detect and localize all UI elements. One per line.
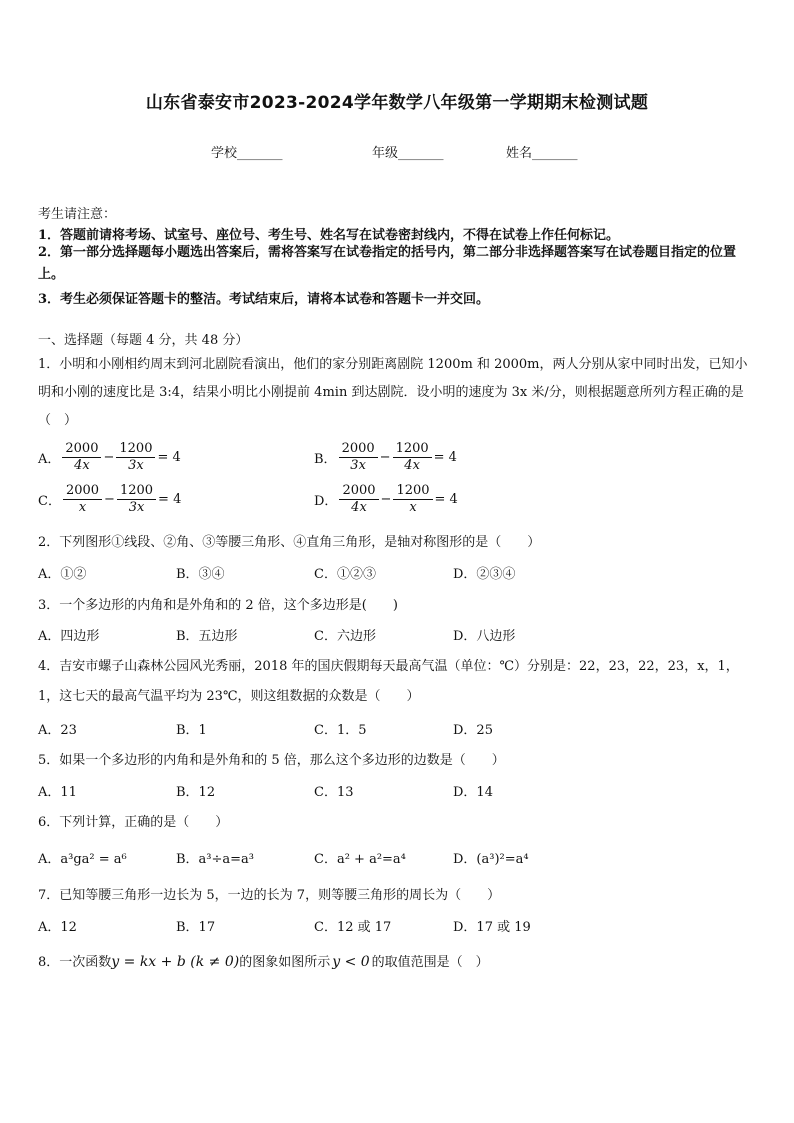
question-2-option-a: A．①② bbox=[38, 567, 87, 582]
question-2-option-b: B．③④ bbox=[176, 567, 225, 582]
question-4-option-a: A．23 bbox=[38, 723, 77, 738]
question-8-text-a: 8．一次函数 bbox=[38, 955, 112, 970]
minus-sign: − bbox=[103, 450, 115, 465]
question-3-option-b: B．五边形 bbox=[176, 629, 238, 644]
function-formula: y = kx + b (k ≠ 0) bbox=[111, 954, 240, 970]
option-label: D． bbox=[314, 494, 338, 509]
notice-item-1: 1．答题前请将考场、试室号、座位号、考生号、姓名写在试卷密封线内，不得在试卷上作任何标记。 bbox=[38, 228, 620, 243]
numerator: 1200 bbox=[393, 483, 432, 500]
numerator: 2000 bbox=[63, 483, 102, 500]
question-5-stem: 5．如果一个多边形的内角和是外角和的 5 倍，那么这个多边形的边数是（ ） bbox=[38, 753, 505, 768]
grade-field: 年级_______ bbox=[372, 146, 444, 161]
question-1-option-c bbox=[38, 483, 181, 516]
notice-item-2: 2．第一部分选择题每小题选出答案后，需将答案写在试卷指定的括号内，第二部分非选择题答案写在试卷题目指定的位置上。 bbox=[38, 245, 737, 282]
exam-title: 山东省泰安市2023-2024学年数学八年级第一学期期末检测试题 bbox=[145, 93, 649, 113]
question-6-option-b: B．a³÷a=a³ bbox=[176, 852, 255, 867]
question-1-option-b bbox=[314, 441, 457, 474]
question-3-stem: 3．一个多边形的内角和是外角和的 2 倍，这个多边形是( ) bbox=[38, 598, 398, 613]
question-5-option-b: B．12 bbox=[176, 785, 216, 800]
equation-rhs: = 4 bbox=[434, 492, 458, 507]
numerator: 2000 bbox=[62, 441, 101, 458]
minus-sign: − bbox=[104, 492, 115, 507]
denominator: x bbox=[409, 500, 417, 515]
question-2-option-d: D．②③④ bbox=[453, 567, 516, 582]
question-8-stem bbox=[38, 951, 756, 970]
question-7-stem: 7．已知等腰三角形一边长为 5，一边的长为 7，则等腰三角形的周长为（ ） bbox=[38, 888, 501, 903]
option-label: C． bbox=[38, 494, 61, 509]
section-heading: 一、选择题（每题 4 分，共 48 分） bbox=[38, 333, 249, 348]
question-6-stem: 6．下列计算，正确的是（ ） bbox=[38, 815, 229, 830]
numerator: 1200 bbox=[117, 483, 156, 500]
minus-sign: − bbox=[380, 492, 392, 507]
denominator: 3x bbox=[128, 458, 144, 473]
condition: y < 0 bbox=[332, 954, 370, 970]
question-4-option-c: C．1．5 bbox=[314, 723, 367, 738]
question-2-option-c: C．①②③ bbox=[314, 567, 376, 582]
option-label: B． bbox=[314, 452, 337, 467]
question-7-option-c: C．12 或 17 bbox=[314, 920, 392, 935]
question-1-option-a bbox=[38, 441, 181, 474]
notice-heading: 考生请注意： bbox=[38, 207, 117, 222]
option-label: A． bbox=[38, 452, 61, 467]
question-2-stem: 2．下列图形①线段、②角、③等腰三角形、④直角三角形，是轴对称图形的是（ ） bbox=[38, 535, 541, 550]
question-5-option-a: A．11 bbox=[38, 785, 77, 800]
question-3-option-d: D．八边形 bbox=[453, 629, 516, 644]
denominator: 4x bbox=[74, 458, 90, 473]
equation-rhs: = 4 bbox=[157, 450, 181, 465]
equation-rhs: = 4 bbox=[433, 450, 457, 465]
question-5-option-d: D．14 bbox=[453, 785, 493, 800]
question-6-option-d: D．(a³)²=a⁴ bbox=[453, 852, 529, 867]
question-4-option-d: D．25 bbox=[453, 723, 493, 738]
equation-rhs: = 4 bbox=[158, 492, 182, 507]
name-field: 姓名_______ bbox=[506, 146, 578, 161]
question-4-stem: 4．吉安市螺子山森林公园风光秀丽，2018 年的国庆假期每天最高气温（单位：℃）分别是：22，23，22，23，x，1，1，这七天的最高气温平均为 23℃，则这组数据的众数是（ ） bbox=[38, 659, 739, 704]
question-8-text-b: 的图象如图所示 bbox=[239, 955, 331, 970]
denominator: x bbox=[78, 500, 87, 515]
question-5-option-c: C．13 bbox=[314, 785, 354, 800]
question-7-option-a: A．12 bbox=[38, 920, 77, 935]
denominator: 3x bbox=[128, 500, 145, 515]
denominator: 4x bbox=[404, 458, 420, 473]
question-1-option-d bbox=[314, 483, 458, 516]
question-3-option-a: A．四边形 bbox=[38, 629, 100, 644]
question-4-option-b: B．1 bbox=[176, 723, 207, 738]
numerator: 2000 bbox=[339, 441, 378, 458]
question-6-option-c: C．a² + a²=a⁴ bbox=[314, 852, 406, 867]
question-8-text-c: 的取值范围是（ ） bbox=[371, 955, 489, 970]
question-7-option-d: D．17 或 19 bbox=[453, 920, 531, 935]
question-1-stem: 1．小明和小刚相约周末到河北剧院看演出，他们的家分别距离剧院 1200m 和 2000m，两人分别从家中同时出发，已知小明和小刚的速度比是 3:4，结果小明比小刚提前 4min 到达剧院．设小明的速度为 3x 米/分，则根据题意所列方程正确的是（ ） bbox=[38, 357, 748, 428]
notice-item-3: 3．考生必须保证答题卡的整洁。考试结束后，请将本试卷和答题卡一并交回。 bbox=[38, 292, 490, 307]
question-3-option-c: C．六边形 bbox=[314, 629, 376, 644]
minus-sign: − bbox=[379, 450, 391, 465]
question-7-option-b: B．17 bbox=[176, 920, 216, 935]
school-field: 学校_______ bbox=[211, 146, 283, 161]
numerator: 2000 bbox=[339, 483, 378, 500]
denominator: 4x bbox=[351, 500, 367, 515]
question-6-option-a: A．a³ga² = a⁶ bbox=[38, 852, 127, 867]
denominator: 3x bbox=[350, 458, 366, 473]
numerator: 1200 bbox=[116, 441, 155, 458]
numerator: 1200 bbox=[393, 441, 432, 458]
